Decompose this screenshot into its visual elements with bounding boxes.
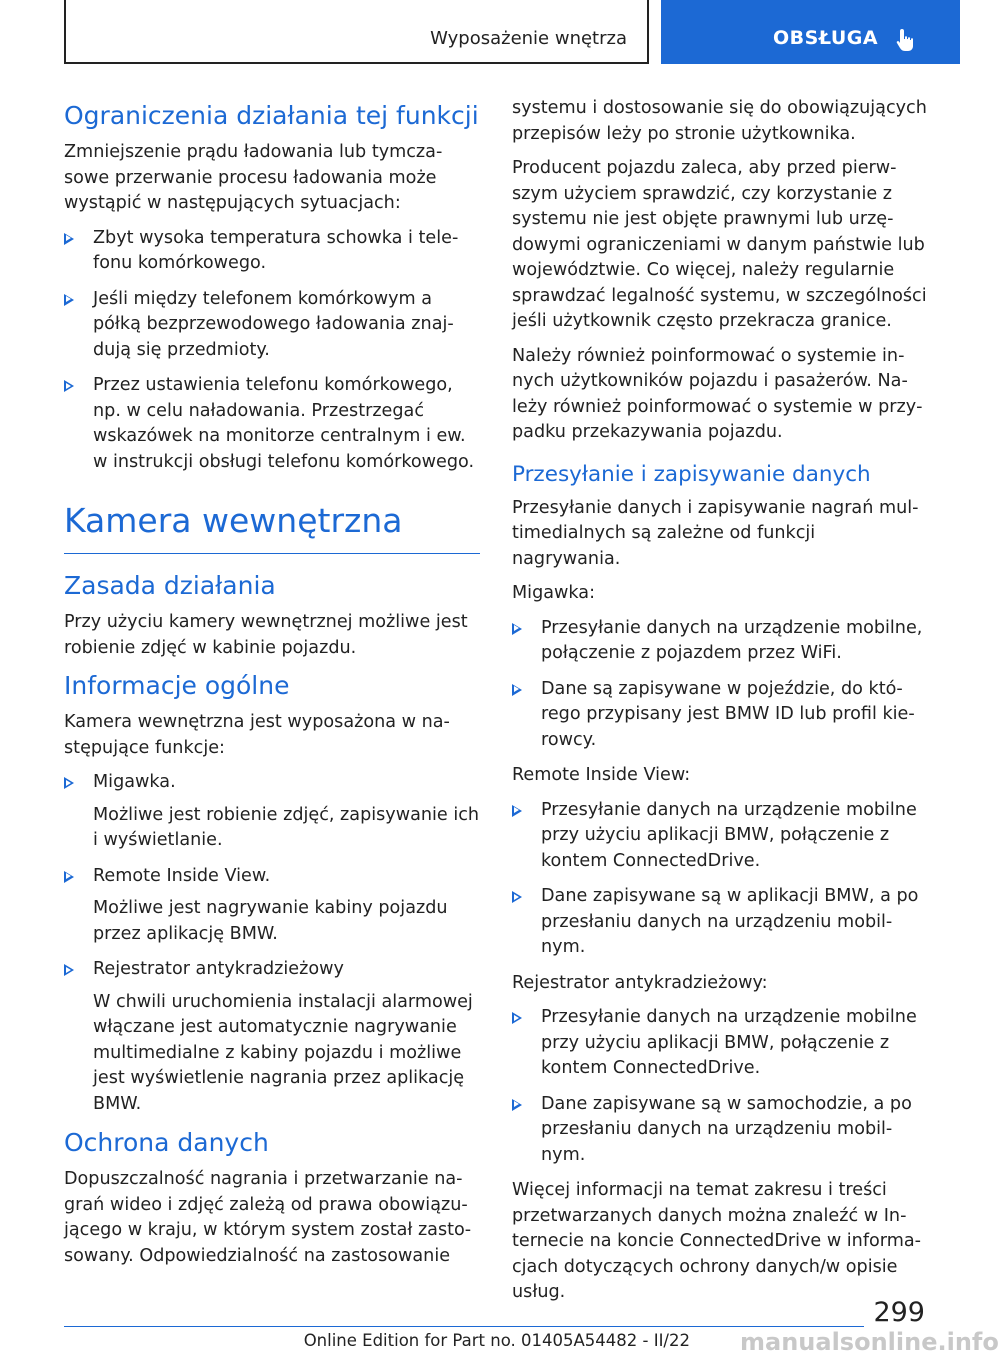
bullet-triangle-icon (64, 380, 74, 392)
list-item: Przesyłanie danych na urządzenie mobilne, połączenie z pojazdem przez WiFi. (512, 616, 928, 667)
heading-data-protection: Ochrona danych (64, 1128, 269, 1157)
bullet-triangle-icon (512, 623, 522, 635)
list-item: Dane są zapisywane w pojeździe, do którego przypisany jest BMW ID lub profil kierowcy. (512, 677, 928, 754)
label-remote-inside-view: Remote Inside View: (512, 765, 691, 785)
bullet-triangle-icon (64, 233, 74, 245)
right-column (512, 96, 928, 1315)
chapter-tab-label: OBSŁUGA (773, 27, 879, 49)
bullet-triangle-icon (64, 294, 74, 306)
footer-edition: Online Edition for Part no. 01405A54482 - II/22 (303, 1331, 690, 1350)
bullet-triangle-icon (512, 1099, 522, 1111)
list-item: Jeśli między telefonem komórkowym a półką bezprzewodowego ładowania znajdują się przedmioty. (64, 287, 480, 364)
heading-function-limits: Ograniczenia działania tej funkcji (64, 101, 479, 130)
heading-interior-camera: Kamera wewnętrzna (64, 501, 480, 554)
watermark: manualsonline.info (740, 1328, 999, 1356)
paragraph-principle: Przy użyciu kamery wewnętrznej możliwe jest robienie zdjęć w kabinie pojazdu. (64, 612, 468, 658)
heading-general-info: Informacje ogólne (64, 671, 290, 700)
paragraph-general: Kamera wewnętrzna jest wyposażona w następujące funkcje: (64, 712, 450, 758)
list-item: Przez ustawienia telefonu komórkowego, np. w celu naładowania. Przestrzegać wskazówek na monitorze centralnym i ew. w instrukcji obsługi telefonu komórkowego. (64, 373, 480, 475)
pointing-hand-icon (896, 28, 918, 52)
bullet-triangle-icon (64, 777, 74, 789)
bullet-triangle-icon (64, 871, 74, 883)
anti-theft-list (512, 1005, 928, 1168)
left-column (64, 96, 480, 1278)
label-anti-theft: Rejestrator antykradzieżowy: (512, 972, 768, 993)
page-number: 299 (873, 1297, 925, 1328)
heading-principle: Zasada działania (64, 571, 276, 600)
paragraph-more-info: Więcej informacji na temat zakresu i treści przetwarzanych danych można znaleźć w Internecie na koncie ConnectedDrive w informacjach dotyczących ochrony danych/w opisie usług. (512, 1180, 921, 1302)
paragraph-inform-users: Należy również poinformować o systemie innych użytkowników pojazdu i pasażerów. Należy również poinformować o systemie w przypadku przekazywania pojazdu. (512, 345, 923, 442)
list-item: Rejestrator antykradzieżowy W chwili uruchomienia instalacji alarmowej włączane jest automatycznie nagrywanie multimedialne z kabiny pojazdu i możliwe jest wyświetlenie nagrania przez aplikację BMW. (64, 957, 480, 1117)
list-item: Zbyt wysoka temperatura schowka i telefonu komórkowego. (64, 226, 480, 277)
paragraph-data-protection: Dopuszczalność nagrania i przetwarzanie nagrań wideo i zdjęć zależą od prawa obowiązującego w kraju, w którym system został zastosowany. Odpowiedzialność na zastosowanie (64, 1169, 472, 1266)
header-section-box (64, 0, 649, 64)
chapter-tab (661, 0, 960, 64)
snapshot-list (512, 616, 928, 754)
list-item: Przesyłanie danych na urządzenie mobilne przy użyciu aplikacji BMW, połączenie z kontem ConnectedDrive. (512, 1005, 928, 1082)
heading-data-transfer: Przesyłanie i zapisywanie danych (512, 461, 871, 487)
section-title: Wyposażenie wnętrza (430, 28, 627, 49)
paragraph-continued: systemu i dostosowanie się do obowiązujących przepisów leży po stronie użytkownika. (512, 98, 927, 144)
bullet-triangle-icon (512, 1012, 522, 1024)
limits-list (64, 226, 480, 476)
bullet-triangle-icon (512, 805, 522, 817)
bullet-triangle-icon (512, 684, 522, 696)
list-item: Migawka. Możliwe jest robienie zdjęć, zapisywanie ich i wyświetlanie. (64, 770, 480, 854)
functions-list (64, 770, 480, 1117)
paragraph-data-transfer: Przesyłanie danych i zapisywanie nagrań multimedialnych są zależne od funkcji nagrywania. (512, 497, 919, 569)
list-item: Dane zapisywane są w samochodzie, a po przesłaniu danych na urządzeniu mobilnym. (512, 1092, 928, 1169)
paragraph-manufacturer: Producent pojazdu zaleca, aby przed pierwszym użyciem sprawdzić, czy korzystanie z systemu nie jest objęte prawnymi lub urzędowymi ograniczeniami w danym państwie lub województwie. Co więcej, należy regularnie sprawdzać legalność systemu, w szczególności jeśli użytkownik często przekracza granice. (512, 158, 927, 331)
paragraph-limits: Zmniejszenie prądu ładowania lub tymczasowe przerwanie procesu ładowania może wystąpić w następujących sytuacjach: (64, 142, 443, 213)
list-item: Dane zapisywane są w aplikacji BMW, a po przesłaniu danych na urządzeniu mobilnym. (512, 884, 928, 961)
list-item: Przesyłanie danych na urządzenie mobilne przy użyciu aplikacji BMW, połączenie z kontem ConnectedDrive. (512, 798, 928, 875)
bullet-triangle-icon (512, 891, 522, 903)
remote-list (512, 798, 928, 961)
list-item: Remote Inside View. Możliwe jest nagrywanie kabiny pojazdu przez aplikację BMW. (64, 864, 480, 948)
label-snapshot: Migawka: (512, 583, 595, 603)
footer-divider (64, 1326, 864, 1327)
bullet-triangle-icon (64, 964, 74, 976)
